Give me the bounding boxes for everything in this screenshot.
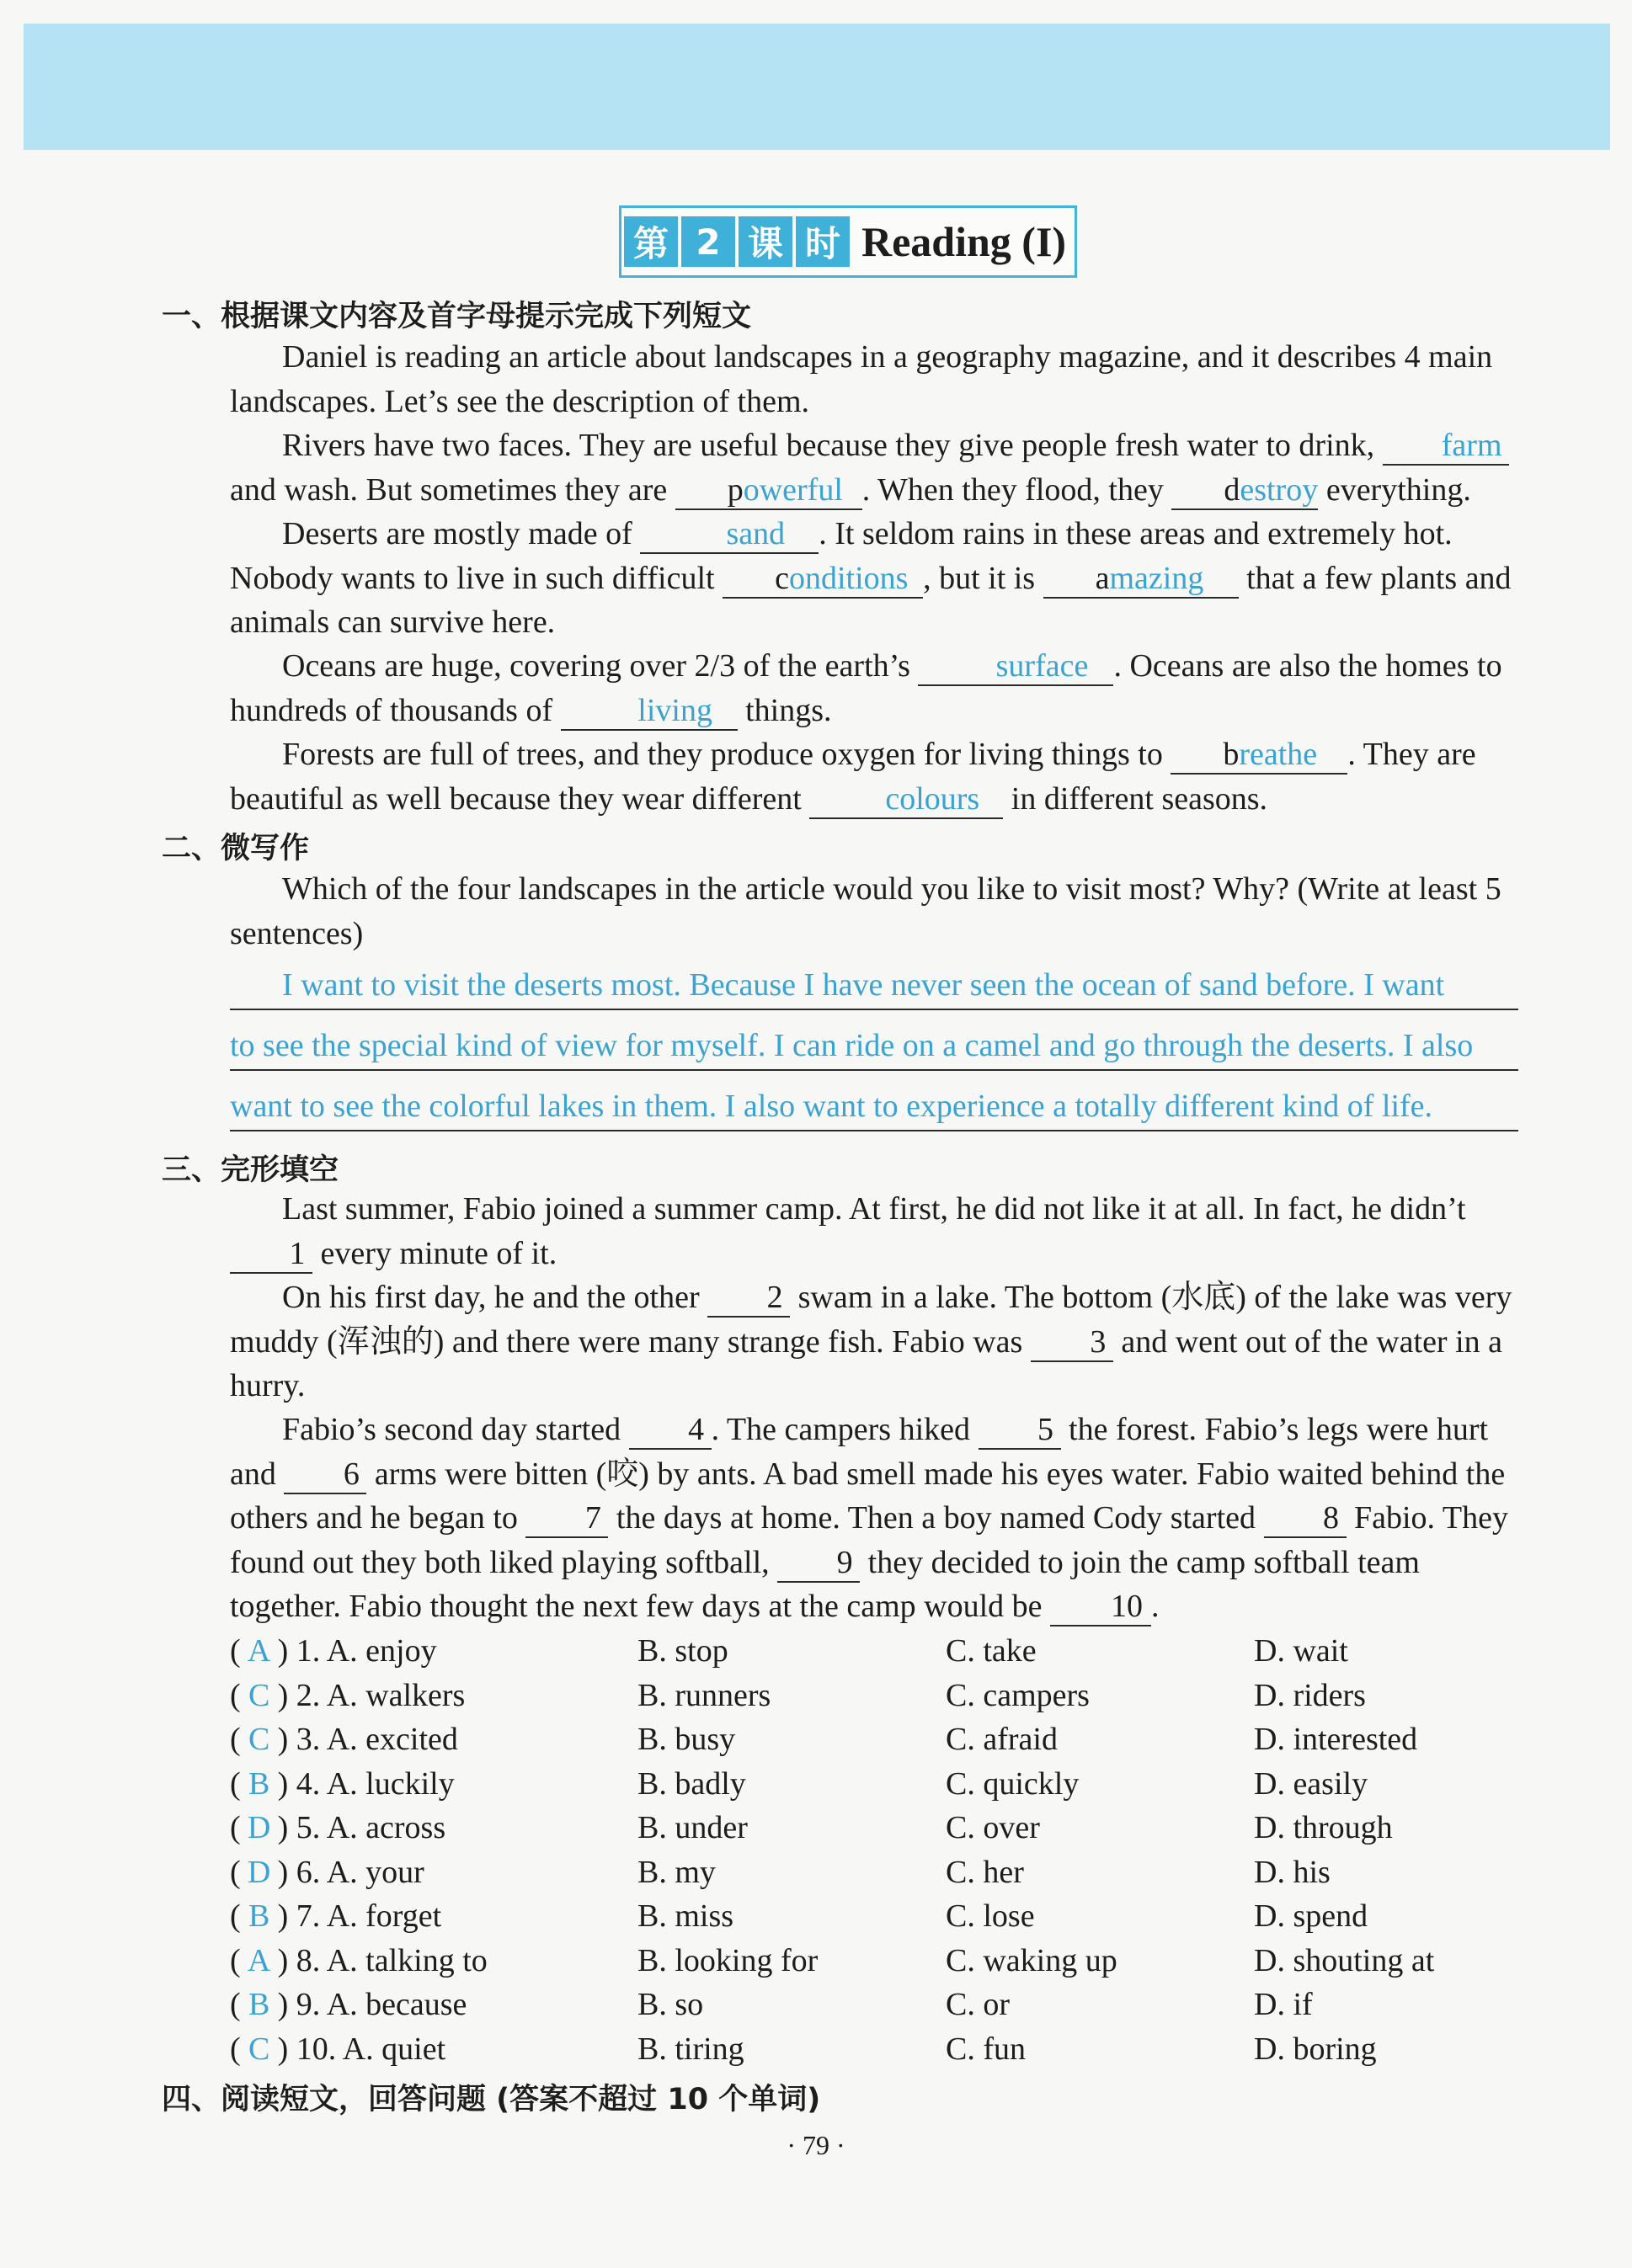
answer-choice[interactable]: A — [247, 1942, 271, 1978]
blank-colours[interactable]: colours — [809, 780, 1003, 819]
writing-line-3: want to see the colorful lakes in them. I also want to experience a totally different kind of life. — [230, 1071, 1518, 1131]
section2-heading: 二、微写作 — [162, 832, 310, 865]
cloze-blank-2[interactable]: 2 — [707, 1279, 790, 1318]
option-c: C. waking up — [946, 1942, 1117, 1978]
s1-paragraph-5: Forests are full of trees, and they produce oxygen for living things to breathe . They are beautiful as well because they wear different colours in different seasons. — [230, 732, 1518, 821]
option-c: C. her — [946, 1854, 1024, 1890]
option-d: D. through — [1254, 1810, 1393, 1845]
cloze-blank-8[interactable]: 8 — [1264, 1499, 1347, 1538]
blank-powerful[interactable]: powerful — [675, 471, 862, 510]
option-c: C. fun — [946, 2031, 1026, 2067]
option-b: B. my — [637, 1854, 716, 1890]
option-b: B. tiring — [637, 2031, 744, 2067]
question-row: ( A ) 8. A. talking to B. looking for C. waking up D. shouting at — [230, 1939, 1544, 1983]
option-d: D. his — [1254, 1854, 1331, 1890]
option-d: D. wait — [1254, 1633, 1348, 1669]
cloze-blank-9[interactable]: 9 — [777, 1544, 860, 1583]
option-d: D. spend — [1254, 1898, 1368, 1934]
page-number: · 79 · — [787, 2130, 845, 2160]
option-c: C. or — [946, 1987, 1010, 2022]
question-row: ( B ) 9. A. because B. so C. or D. if — [230, 1983, 1544, 2027]
option-b: B. runners — [637, 1677, 771, 1713]
s1-paragraph-3: Deserts are mostly made of sand . It seldom rains in these areas and extremely hot. Nobody wants to live in such difficult conditions , but it is amazing that a few plants and animals can survive here. — [230, 516, 1512, 640]
option-d: D. boring — [1254, 2031, 1377, 2067]
question-row: ( D ) 6. A. your B. my C. her D. his — [230, 1850, 1544, 1895]
option-b: B. badly — [637, 1765, 746, 1802]
s3-paragraph-1: Last summer, Fabio joined a summer camp. At first, he did not like it at all. In fact, he didn’t 1 every minute of it. — [230, 1187, 1518, 1275]
blank-living[interactable]: living — [561, 692, 738, 731]
option-b: B. looking for — [637, 1942, 819, 1978]
cloze-blank-10[interactable]: 10 — [1050, 1588, 1151, 1626]
answer-choice[interactable]: B — [248, 1987, 270, 2022]
title-cell-2: 2 — [681, 216, 735, 267]
lesson-title-text: Reading (I) — [861, 218, 1067, 265]
question-row: ( B ) 4. A. luckily B. badly C. quickly D. easily — [230, 1762, 1544, 1807]
lesson-title — [619, 205, 1077, 278]
cloze-blank-5[interactable]: 5 — [979, 1411, 1061, 1450]
section4-heading: 四、阅读短文，回答问题 (答案不超过 10 个单词) — [162, 2083, 821, 2116]
writing-line-2: to see the special kind of view for myself. I can ride on a camel and go through the deserts. I also — [230, 1010, 1518, 1071]
option-b: B. stop — [637, 1633, 728, 1669]
s3-paragraph-3: Fabio’s second day started 4 . The campers hiked 5 the forest. Fabio’s legs were hurt and 6 arms were bitten (咬) by ants. A bad smell made his eyes water. Fabio waited behind the others and he began to 7 the days at home. Then a boy named Cody started 8 Fabio. They found out they both liked playing softball, 9 they decided to join the camp softball team together. Fabio thought the next few days at the camp would be 10 . — [230, 1408, 1518, 1629]
option-b: B. miss — [637, 1898, 734, 1934]
blank-sand[interactable]: sand — [640, 515, 819, 554]
s1-paragraph-1: Daniel is reading an article about landscapes in a geography magazine, and it describes 4 main landscapes. Let’s see the description of them. — [230, 339, 1493, 419]
option-b: B. under — [637, 1810, 748, 1845]
option-d: D. riders — [1254, 1677, 1366, 1713]
question-row: ( C ) 10. A. quiet B. tiring C. fun D. boring — [230, 2027, 1544, 2072]
question-row: ( D ) 5. A. across B. under C. over D. through — [230, 1806, 1544, 1850]
title-cell-3: 课 — [739, 216, 792, 267]
blank-destroy[interactable]: destroy — [1171, 471, 1318, 510]
question-row: ( C ) 3. A. excited B. busy C. afraid D. interested — [230, 1717, 1544, 1762]
s3-paragraph-2: On his first day, he and the other 2 swam in a lake. The bottom (水底) of the lake was very muddy (浑浊的) and there were many strange fish. Fabio was 3 and went out of the water in a hurry. — [230, 1280, 1512, 1403]
option-c: C. campers — [946, 1677, 1090, 1713]
writing-answer-area[interactable] — [230, 950, 1518, 1131]
blank-amazing[interactable]: amazing — [1043, 560, 1239, 599]
answer-choice[interactable]: D — [247, 1854, 271, 1890]
cloze-blank-1[interactable]: 1 — [230, 1235, 312, 1274]
answer-choice[interactable]: C — [248, 1677, 270, 1713]
question-row: ( A ) 1. A. enjoy B. stop C. take D. wait — [230, 1629, 1544, 1674]
option-c: C. take — [946, 1633, 1037, 1669]
blank-breathe[interactable]: breathe — [1171, 736, 1347, 775]
cloze-blank-3[interactable]: 3 — [1031, 1323, 1113, 1362]
blank-conditions[interactable]: conditions — [723, 560, 923, 599]
option-d: D. easily — [1254, 1765, 1368, 1802]
title-cell-4: 时 — [796, 216, 850, 267]
answer-choice[interactable]: C — [248, 2031, 270, 2067]
section3-heading: 三、完形填空 — [162, 1153, 339, 1187]
s1-paragraph-2: Rivers have two faces. They are useful because they give people fresh water to drink, farm and wash. But sometimes they are powerful . When they flood, they destroy everything. — [230, 423, 1518, 512]
answer-choice[interactable]: D — [247, 1810, 271, 1845]
s1-paragraph-4: Oceans are huge, covering over 2/3 of the earth’s surface . Oceans are also the homes to hundreds of thousands of living things. — [230, 644, 1518, 732]
option-c: C. afraid — [946, 1722, 1058, 1757]
answer-choice[interactable]: B — [248, 1898, 270, 1934]
answer-choice[interactable]: C — [248, 1722, 270, 1757]
question-row: ( B ) 7. A. forget B. miss C. lose D. spend — [230, 1894, 1544, 1939]
section1-heading: 一、根据课文内容及首字母提示完成下列短文 — [162, 300, 752, 333]
option-d: D. interested — [1254, 1722, 1418, 1757]
option-b: B. so — [637, 1987, 704, 2022]
answer-choice[interactable]: B — [248, 1765, 270, 1802]
option-c: C. lose — [946, 1898, 1035, 1934]
option-c: C. quickly — [946, 1765, 1080, 1802]
blank-farm[interactable]: farm — [1383, 427, 1509, 466]
header-band — [24, 24, 1610, 150]
answer-choice[interactable]: A — [247, 1633, 271, 1669]
option-d: D. if — [1254, 1987, 1313, 2022]
question-row: ( C ) 2. A. walkers B. runners C. campers D. riders — [230, 1674, 1544, 1718]
title-cell-1: 第 — [624, 216, 678, 267]
option-b: B. busy — [637, 1722, 736, 1757]
option-d: D. shouting at — [1254, 1942, 1435, 1978]
s2-prompt: Which of the four landscapes in the article would you like to visit most? Why? (Write at least 5 sentences) — [230, 871, 1501, 951]
cloze-blank-7[interactable]: 7 — [525, 1499, 608, 1538]
option-c: C. over — [946, 1810, 1040, 1845]
cloze-blank-4[interactable]: 4 — [629, 1411, 712, 1450]
writing-line-1: I want to visit the deserts most. Because I have never seen the ocean of sand before. I want — [230, 950, 1518, 1010]
cloze-options — [230, 1629, 1544, 2071]
blank-surface[interactable]: surface — [918, 647, 1113, 686]
cloze-blank-6[interactable]: 6 — [284, 1456, 366, 1494]
